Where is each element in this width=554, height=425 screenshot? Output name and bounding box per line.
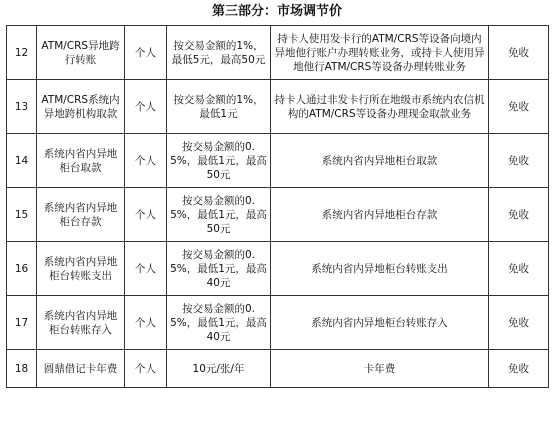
service-item: 系统内省内异地柜台取款 xyxy=(37,134,125,188)
table-row xyxy=(7,242,549,296)
service-target: 个人 xyxy=(125,188,167,242)
fee-standard: 按交易金额的1%，最低1元 xyxy=(167,80,271,134)
service-description: 持卡人使用发卡行的ATM/CRS等设备向境内异地他行账户办理转账业务，或持卡人使用异地他行ATM/CRS等设备办理转账业务 xyxy=(271,26,489,80)
fee-standard: 按交易金额的0.5%，最低1元，最高40元 xyxy=(167,242,271,296)
service-item: 系统内省内异地柜台转账存入 xyxy=(37,296,125,350)
service-description: 系统内省内异地柜台转账存入 xyxy=(271,296,489,350)
service-item: 系统内省内异地柜台转账支出 xyxy=(37,242,125,296)
page-title: 第三部分：市场调节价 xyxy=(211,4,342,19)
table-row xyxy=(7,80,549,134)
fee-policy: 免收 xyxy=(489,350,549,388)
fee-standard: 10元/张/年 xyxy=(167,350,271,388)
service-item: ATM/CRS异地跨行转账 xyxy=(37,26,125,80)
service-description: 系统内省内异地柜台存款 xyxy=(271,188,489,242)
table-row xyxy=(7,350,549,388)
service-description: 卡年费 xyxy=(271,350,489,388)
row-number: 13 xyxy=(7,80,37,134)
service-target: 个人 xyxy=(125,296,167,350)
row-number: 16 xyxy=(7,242,37,296)
service-description: 持卡人通过非发卡行所在地级市系统内农信机构的ATM/CRS等设备办理现金取款业务 xyxy=(271,80,489,134)
service-item: 圆鼎借记卡年费 xyxy=(37,350,125,388)
service-target: 个人 xyxy=(125,80,167,134)
service-item: 系统内省内异地柜台存款 xyxy=(37,188,125,242)
table-row xyxy=(7,26,549,80)
fee-policy: 免收 xyxy=(489,80,549,134)
row-number: 18 xyxy=(7,350,37,388)
fee-standard: 按交易金额的0.5%，最低1元，最高50元 xyxy=(167,188,271,242)
row-number: 15 xyxy=(7,188,37,242)
service-target: 个人 xyxy=(125,26,167,80)
service-description: 系统内省内异地柜台取款 xyxy=(271,134,489,188)
row-number: 14 xyxy=(7,134,37,188)
table-row xyxy=(7,134,549,188)
service-target: 个人 xyxy=(125,242,167,296)
service-target: 个人 xyxy=(125,350,167,388)
fee-standard: 按交易金额的1%，最低5元，最高50元 xyxy=(167,26,271,80)
fee-standard: 按交易金额的0.5%，最低1元，最高50元 xyxy=(167,134,271,188)
fee-policy: 免收 xyxy=(489,188,549,242)
service-item: ATM/CRS系统内异地跨机构取款 xyxy=(37,80,125,134)
table-row xyxy=(7,296,549,350)
fee-table xyxy=(6,25,549,388)
fee-standard: 按交易金额的0.5%，最低1元，最高40元 xyxy=(167,296,271,350)
fee-policy: 免收 xyxy=(489,296,549,350)
service-description: 系统内省内异地柜台转账支出 xyxy=(271,242,489,296)
row-number: 12 xyxy=(7,26,37,80)
fee-policy: 免收 xyxy=(489,242,549,296)
service-target: 个人 xyxy=(125,134,167,188)
fee-policy: 免收 xyxy=(489,134,549,188)
fee-policy: 免收 xyxy=(489,26,549,80)
row-number: 17 xyxy=(7,296,37,350)
table-row xyxy=(7,188,549,242)
